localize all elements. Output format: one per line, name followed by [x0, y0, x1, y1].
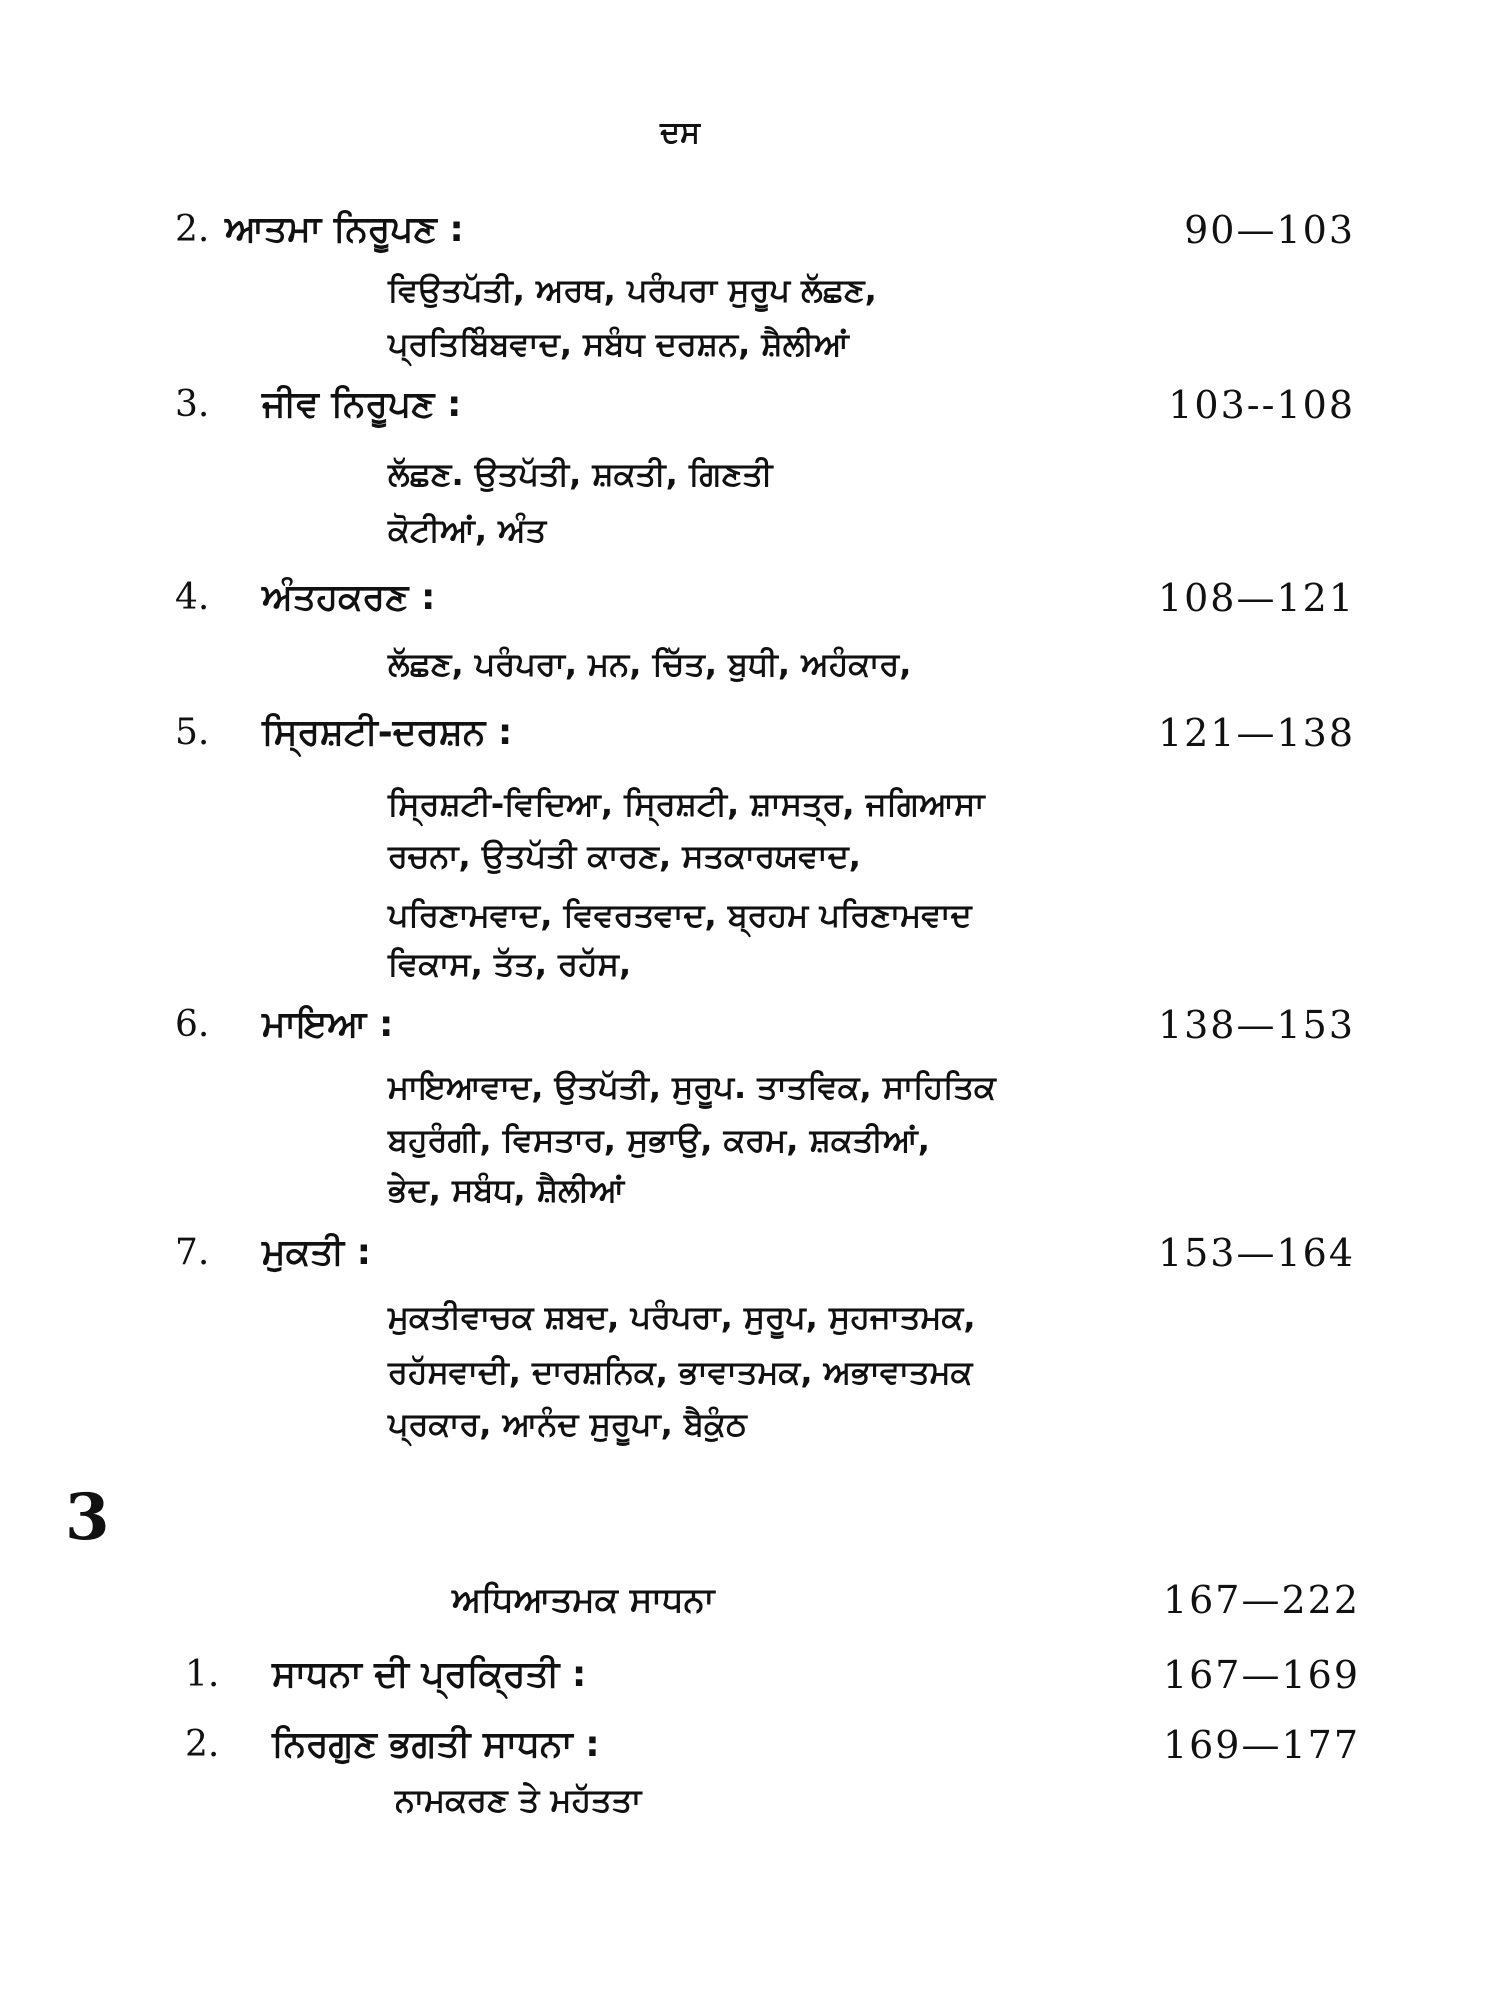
- entry-number: 3.: [175, 384, 210, 425]
- toc-entry: [0, 380, 1500, 440]
- entry-subtopics: ਵਿਉਤਪੱਤੀ, ਅਰਥ, ਪਰੰਪਰਾ ਸੁਰੂਪ ਲੱਛਣ,: [388, 271, 877, 309]
- entry-pages: 103--108: [1168, 383, 1355, 427]
- entry-title: ਅੰਤਹਕਰਣ :: [262, 577, 436, 618]
- entry-subtopics: ਸ੍ਰਿਸ਼ਟੀ-ਵਿਦਿਆ, ਸ੍ਰਿਸ਼ਟੀ, ਸ਼ਾਸਤ੍ਰ, ਜਗਿਆਸਾ: [388, 785, 985, 823]
- entry-subtopics: ਬਹੁਰੰਗੀ, ਵਿਸਤਾਰ, ਸੁਭਾਉ, ਕਰਮ, ਸ਼ਕਤੀਆਂ,: [388, 1121, 930, 1159]
- toc-entry: [0, 1650, 1500, 1710]
- part-number: 3: [65, 1480, 110, 1555]
- entry-subtopics: ਪ੍ਰਤਿਬਿੰਬਵਾਦ, ਸਬੰਧ ਦਰਸ਼ਨ, ਸ਼ੈਲੀਆਂ: [388, 325, 849, 363]
- entry-pages: 167—169: [1162, 1653, 1360, 1697]
- entry-subtopics: ਪ੍ਰਕਾਰ, ਆਨੰਦ ਸੁਰੂਪਾ, ਬੈਕੁੰਠ: [388, 1405, 747, 1443]
- toc-entry: [0, 1720, 1500, 1780]
- entry-title: ਸ੍ਰਿਸ਼ਟੀ-ਦਰਸ਼ਨ :: [262, 712, 513, 753]
- entry-pages: 108—121: [1157, 576, 1355, 620]
- entry-pages: 90—103: [1184, 208, 1355, 252]
- entry-subtopics: ਮੁਕਤੀਵਾਚਕ ਸ਼ਬਦ, ਪਰੰਪਰਾ, ਸੁਰੂਪ, ਸੁਹਜਾਤਮਕ,: [388, 1298, 976, 1336]
- entry-number: 2.: [175, 209, 210, 250]
- entry-pages: 138—153: [1157, 1003, 1355, 1047]
- entry-pages: 153—164: [1157, 1231, 1355, 1275]
- page-header: ਦਸ: [660, 115, 700, 150]
- toc-entry: [0, 1228, 1500, 1288]
- entry-subtopics: ਭੇਦ, ਸਬੰਧ, ਸ਼ੈਲੀਆਂ: [388, 1171, 625, 1209]
- part-heading: [0, 1575, 1500, 1630]
- entry-subtopics: ਰਚਨਾ, ਉਤਪੱਤੀ ਕਾਰਣ, ਸਤਕਾਰਯਵਾਦ,: [388, 837, 861, 875]
- part-pages: 167—222: [1162, 1578, 1360, 1622]
- entry-number: 1.: [185, 1654, 220, 1695]
- entry-title: ਆਤਮਾ ਨਿਰੂਪਣ :: [225, 209, 464, 250]
- entry-number: 2.: [185, 1724, 220, 1765]
- entry-pages: 169—177: [1162, 1723, 1360, 1767]
- entry-title: ਮਾਇਆ :: [262, 1004, 394, 1045]
- entry-subtopics: ਲੱਛਣ. ਉਤਪੱਤੀ, ਸ਼ਕਤੀ, ਗਿਣਤੀ: [388, 455, 773, 493]
- entry-title: ਜੀਵ ਨਿਰੂਪਣ :: [262, 384, 462, 425]
- entry-number: 4.: [175, 577, 210, 618]
- entry-subtopics: ਪਰਿਣਾਮਵਾਦ, ਵਿਵਰਤਵਾਦ, ਬ੍ਰਹਮ ਪਰਿਣਾਮਵਾਦ: [388, 896, 972, 934]
- part-title: ਅਧਿਆਤਮਕ ਸਾਧਨਾ: [452, 1580, 715, 1620]
- entry-subtopics: ਲੱਛਣ, ਪਰੰਪਰਾ, ਮਨ, ਚਿੱਤ, ਬੁਧੀ, ਅਹੰਕਾਰ,: [388, 645, 912, 683]
- entry-number: 6.: [175, 1004, 210, 1045]
- toc-entry: [0, 205, 1500, 265]
- entry-subtopics: ਵਿਕਾਸ, ਤੱਤ, ਰਹੱਸ,: [388, 945, 632, 983]
- entry-number: 7.: [175, 1232, 210, 1273]
- entry-subtopics: ਨਾਮਕਰਣ ਤੇ ਮਹੱਤਤਾ: [395, 1781, 642, 1819]
- entry-title: ਸਾਧਨਾ ਦੀ ਪ੍ਰਕ੍ਰਿਤੀ :: [272, 1654, 587, 1695]
- toc-entry: [0, 708, 1500, 768]
- entry-subtopics: ਮਾਇਆਵਾਦ, ਉਤਪੱਤੀ, ਸੁਰੂਪ. ਤਾਤਵਿਕ, ਸਾਹਿਤਿਕ: [388, 1068, 996, 1106]
- entry-title: ਨਿਰਗੁਣ ਭਗਤੀ ਸਾਧਨਾ :: [272, 1724, 600, 1765]
- entry-pages: 121—138: [1157, 711, 1355, 755]
- entry-number: 5.: [175, 712, 210, 753]
- toc-entry: [0, 573, 1500, 633]
- toc-entry: [0, 1000, 1500, 1060]
- entry-title: ਮੁਕਤੀ :: [262, 1232, 372, 1273]
- entry-subtopics: ਕੋਟੀਆਂ, ਅੰਤ: [388, 511, 547, 549]
- entry-subtopics: ਰਹੱਸਵਾਦੀ, ਦਾਰਸ਼ਨਿਕ, ਭਾਵਾਤਮਕ, ਅਭਾਵਾਤਮਕ: [388, 1353, 973, 1391]
